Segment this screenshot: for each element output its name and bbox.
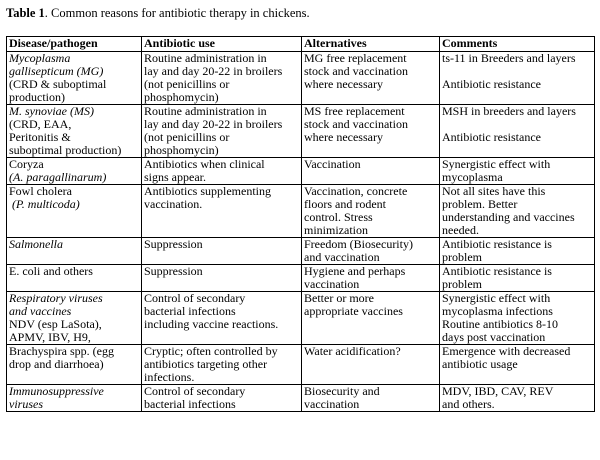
table-header-row [7, 37, 595, 52]
cell-antibiotic-use [142, 105, 302, 158]
cell-line: Routine administration in [144, 51, 267, 65]
cell-line: Routine antibiotics 8-10 [442, 317, 558, 331]
cell-line: Antibiotics when clinical [144, 157, 265, 171]
cell-alternatives [302, 52, 440, 105]
cell-line: Mycoplasma [9, 51, 71, 65]
antibiotic-therapy-table [6, 36, 595, 412]
cell-line: vaccination [304, 397, 360, 411]
cell-comments [440, 52, 595, 105]
cell-line: drop and diarrhoea) [9, 357, 104, 371]
cell-disease-pathogen [7, 158, 142, 185]
table-row [7, 292, 595, 345]
cell-alternatives [302, 238, 440, 265]
cell-disease-pathogen [7, 265, 142, 292]
cell-line: (not penicillins or [144, 77, 230, 91]
cell-alternatives [302, 158, 440, 185]
cell-line: and vaccines [9, 304, 72, 318]
cell-antibiotic-use [142, 52, 302, 105]
cell-line: including vaccine reactions. [144, 317, 279, 331]
cell-line: mycoplasma infections [442, 304, 553, 318]
cell-disease-pathogen [7, 52, 142, 105]
cell-alternatives [302, 105, 440, 158]
cell-line: signs appear. [144, 170, 206, 184]
cell-line: control. Stress [304, 210, 373, 224]
cell-line: Antibiotic resistance [442, 130, 541, 144]
cell-line: needed. [442, 223, 479, 237]
cell-alternatives [302, 292, 440, 345]
cell-line: MG free replacement [304, 51, 407, 65]
cell-line: problem [442, 277, 482, 291]
table-row [7, 185, 595, 238]
cell-line: Coryza [9, 157, 44, 171]
cell-comments [440, 292, 595, 345]
cell-line: Hygiene and perhaps [304, 264, 406, 278]
cell-line: Peritonitis & [9, 130, 71, 144]
cell-line: where necessary [304, 77, 383, 91]
cell-line: and vaccination [304, 250, 380, 264]
cell-disease-pathogen [7, 292, 142, 345]
cell-alternatives [302, 345, 440, 385]
table-label: Table 1 [6, 6, 45, 20]
cell-disease-pathogen [7, 345, 142, 385]
cell-line: MDV, IBD, CAV, REV [442, 384, 554, 398]
cell-line: days post vaccination [442, 330, 546, 344]
cell-line: Biosecurity and [304, 384, 380, 398]
cell-line: appropriate vaccines [304, 304, 403, 318]
cell-line: mycoplasma [442, 170, 503, 184]
table-row [7, 158, 595, 185]
cell-line: Better or more [304, 291, 374, 305]
cell-line: (CRD & suboptimal [9, 77, 107, 91]
cell-line: Water acidification? [304, 344, 401, 358]
cell-line: production) [9, 90, 65, 104]
cell-line: where necessary [304, 130, 383, 144]
cell-line: gallisepticum (MG) [9, 64, 104, 78]
cell-comments [440, 238, 595, 265]
cell-disease-pathogen [7, 105, 142, 158]
table-row [7, 52, 595, 105]
cell-disease-pathogen [7, 385, 142, 412]
header-antibiotic-use: Antibiotic use [142, 37, 302, 52]
cell-line: Vaccination [304, 157, 361, 171]
header-disease-pathogen: Disease/pathogen [7, 37, 142, 52]
cell-alternatives [302, 185, 440, 238]
cell-line: viruses [9, 397, 43, 411]
table-row [7, 265, 595, 292]
cell-antibiotic-use [142, 238, 302, 265]
cell-comments [440, 105, 595, 158]
cell-disease-pathogen [7, 185, 142, 238]
cell-line: Antibiotic resistance is [442, 237, 552, 251]
cell-line: understanding and vaccines [442, 210, 575, 224]
table-row [7, 385, 595, 412]
cell-line: Salmonella [9, 237, 63, 251]
cell-line: E. coli and others [9, 264, 93, 278]
cell-line: Synergistic effect with [442, 157, 551, 171]
cell-line: Antibiotics supplementing [144, 184, 271, 198]
table-body [7, 52, 595, 412]
cell-line: APMV, IBV, H9, [9, 330, 91, 344]
cell-line: Antibiotic resistance [442, 77, 541, 91]
cell-alternatives [302, 385, 440, 412]
cell-line: Respiratory viruses [9, 291, 103, 305]
table-caption-text: . Common reasons for antibiotic therapy in chickens. [44, 6, 310, 20]
header-comments: Comments [440, 37, 595, 52]
cell-line: floors and rodent [304, 197, 386, 211]
cell-line: Cryptic; often controlled by [144, 344, 278, 358]
cell-line: Brachyspira spp. (egg [9, 344, 114, 358]
cell-line: Fowl cholera [9, 184, 72, 198]
cell-comments [440, 265, 595, 292]
cell-line: problem [442, 250, 482, 264]
cell-line: bacterial infections [144, 397, 236, 411]
cell-comments [440, 345, 595, 385]
cell-line: Suppression [144, 237, 203, 251]
cell-line: minimization [304, 223, 368, 237]
cell-line: Vaccination, concrete [304, 184, 408, 198]
table-row [7, 238, 595, 265]
cell-comments [440, 385, 595, 412]
table-row [7, 105, 595, 158]
cell-line: (P. multicoda) [9, 197, 80, 211]
header-alternatives: Alternatives [302, 37, 440, 52]
cell-alternatives [302, 265, 440, 292]
cell-line: phosphomycin) [144, 90, 219, 104]
cell-line: Emergence with decreased [442, 344, 571, 358]
cell-line: lay and day 20-22 in broilers [144, 64, 283, 78]
cell-line: MS free replacement [304, 104, 405, 118]
cell-line: Antibiotic resistance is [442, 264, 552, 278]
cell-line: vaccination. [144, 197, 203, 211]
cell-antibiotic-use [142, 292, 302, 345]
cell-disease-pathogen [7, 238, 142, 265]
cell-line: Suppression [144, 264, 203, 278]
cell-line: (not penicillins or [144, 130, 230, 144]
cell-line: ts-11 in Breeders and layers [442, 51, 576, 65]
cell-line: bacterial infections [144, 304, 236, 318]
cell-comments [440, 158, 595, 185]
cell-line: infections. [144, 370, 195, 384]
cell-line: antibiotic usage [442, 357, 518, 371]
cell-line: stock and vaccination [304, 117, 408, 131]
cell-line: (A. paragallinarum) [9, 170, 107, 184]
cell-antibiotic-use [142, 265, 302, 292]
cell-line: Control of secondary [144, 291, 246, 305]
cell-antibiotic-use [142, 385, 302, 412]
cell-line: phosphomycin) [144, 143, 219, 157]
cell-antibiotic-use [142, 345, 302, 385]
cell-line: Immunosuppressive [9, 384, 104, 398]
cell-line: (CRD, EAA, [9, 117, 72, 131]
cell-line: and others. [442, 397, 495, 411]
cell-antibiotic-use [142, 185, 302, 238]
cell-line: Freedom (Biosecurity) [304, 237, 413, 251]
cell-line: Routine administration in [144, 104, 267, 118]
cell-line: lay and day 20-22 in broilers [144, 117, 283, 131]
cell-line: vaccination [304, 277, 360, 291]
cell-line: MSH in breeders and layers [442, 104, 576, 118]
cell-antibiotic-use [142, 158, 302, 185]
table-row [7, 345, 595, 385]
cell-line: Synergistic effect with [442, 291, 551, 305]
cell-line: suboptimal production) [9, 143, 122, 157]
cell-line: NDV (esp LaSota), [9, 317, 102, 331]
table-caption [6, 6, 310, 20]
cell-line: Control of secondary [144, 384, 246, 398]
cell-line: antibiotics targeting other [144, 357, 268, 371]
cell-comments [440, 185, 595, 238]
cell-line: Not all sites have this [442, 184, 546, 198]
cell-line: stock and vaccination [304, 64, 408, 78]
cell-line: problem. Better [442, 197, 518, 211]
cell-line: M. synoviae (MS) [9, 104, 94, 118]
